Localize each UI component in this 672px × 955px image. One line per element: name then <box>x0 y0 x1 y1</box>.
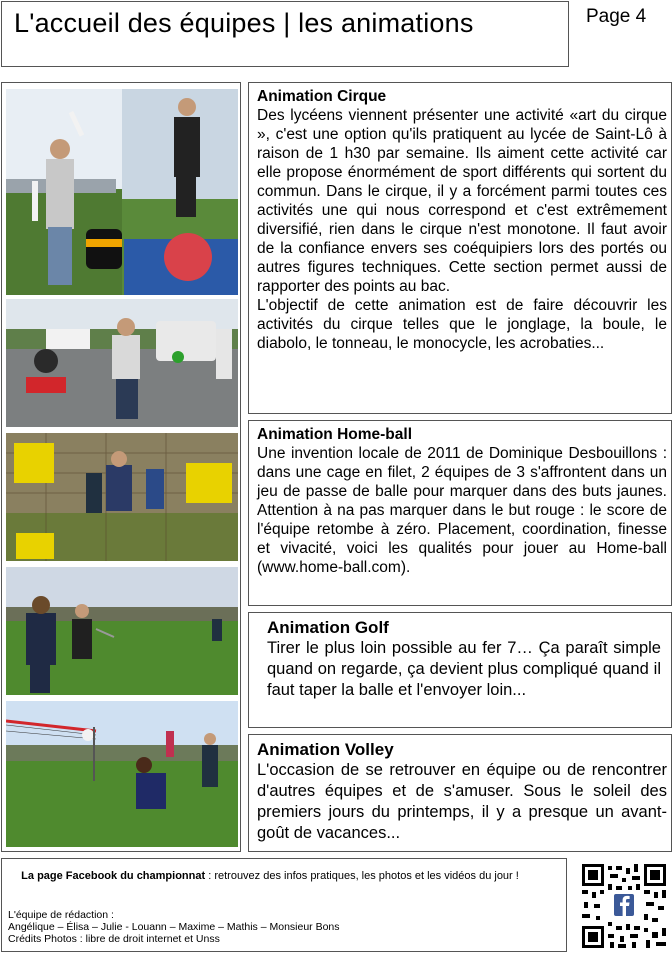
article-heading-home-ball: Animation Home-ball <box>257 426 413 443</box>
article-body-home-ball: Une invention locale de 2011 de Dominique Desbouillons : dans une cage en filet, 2 équipes de 3 s'affrontent dans un jeu de passe de balle pour marquer dans des buts jaunes. Attention à na pas marquer dans le but rouge : le score de l'équipe retombe à zéro. Placement, coordination, finesse et vivacité, voici les qualités pour jouer au Home-ball (www.home-ball.com). <box>257 445 667 576</box>
photo-credits: Crédits Photos : libre de droit internet et Unss <box>8 933 220 945</box>
team-label: L'équipe de rédaction : <box>8 909 114 921</box>
article-golf <box>248 612 672 728</box>
circus-photo <box>6 89 238 295</box>
article-body-cirque-objective: L'objectif de cette animation est de faire découvrir les activités du cirque telles que le jonglage, la boule, le diabolo, le tonneau, le monocycle, les acrobaties... <box>257 297 667 352</box>
article-heading-volley: Animation Volley <box>257 740 394 759</box>
facebook-page-label: La page Facebook du championnat <box>21 870 206 882</box>
article-cirque <box>248 82 672 414</box>
article-body-volley: L'occasion de se retrouver en équipe ou de rencontrer d'autres équipes et de s'amuser. Sous le soleil des premiers jours du printemps, il y a presque un avant-goût de vacances... <box>257 761 667 842</box>
page-number: Page 4 <box>586 6 647 27</box>
volley-photo <box>6 701 238 847</box>
team-names: Angélique – Élisa – Julie - Louann – Maxime – Mathis – Monsieur Bons <box>8 921 340 933</box>
home-ball-photo <box>6 433 238 561</box>
footer-box <box>1 858 567 952</box>
article-body-golf: Tirer le plus loin possible au fer 7… Ça paraît simple quand on regarde, ça devient plus compliqué quand il faut taper la balle et l'envoyer loin... <box>267 639 661 699</box>
facebook-notice <box>10 869 530 883</box>
photo-column <box>1 82 241 852</box>
facebook-page-text: : retrouvez des infos pratiques, les photos et les vidéos du jour ! <box>205 870 519 882</box>
title-box <box>1 1 569 67</box>
article-heading-cirque: Animation Cirque <box>257 88 387 105</box>
qr-code-facebook-icon[interactable] <box>580 862 668 950</box>
article-volley <box>248 734 672 852</box>
credits <box>8 909 340 945</box>
article-body-cirque: Des lycéens viennent présenter une activité «art du cirque », c'est une option qu'ils pratiquent au lycée de Saint-Lô à raison de 1 h30 par semaine. Ils aiment cette activité car elle propose énormément de sport différents qui sortent du commun. Dans le cirque, il y a forcément parmi toutes ces activités une qui nous correspond et c'est extrêmement diversifié, rien dans le cirque n'est monotone. Il faut avoir de la confiance envers ses coéquipiers lors des portés ou autres figures techniques. Cette section permet aussi de rapporter des points au bac. <box>257 107 667 295</box>
article-home-ball <box>248 420 672 606</box>
golf-photo <box>6 567 238 695</box>
article-heading-golf: Animation Golf <box>267 618 389 637</box>
diabolo-photo <box>6 299 238 427</box>
page-title: L'accueil des équipes | les animations <box>14 8 474 38</box>
